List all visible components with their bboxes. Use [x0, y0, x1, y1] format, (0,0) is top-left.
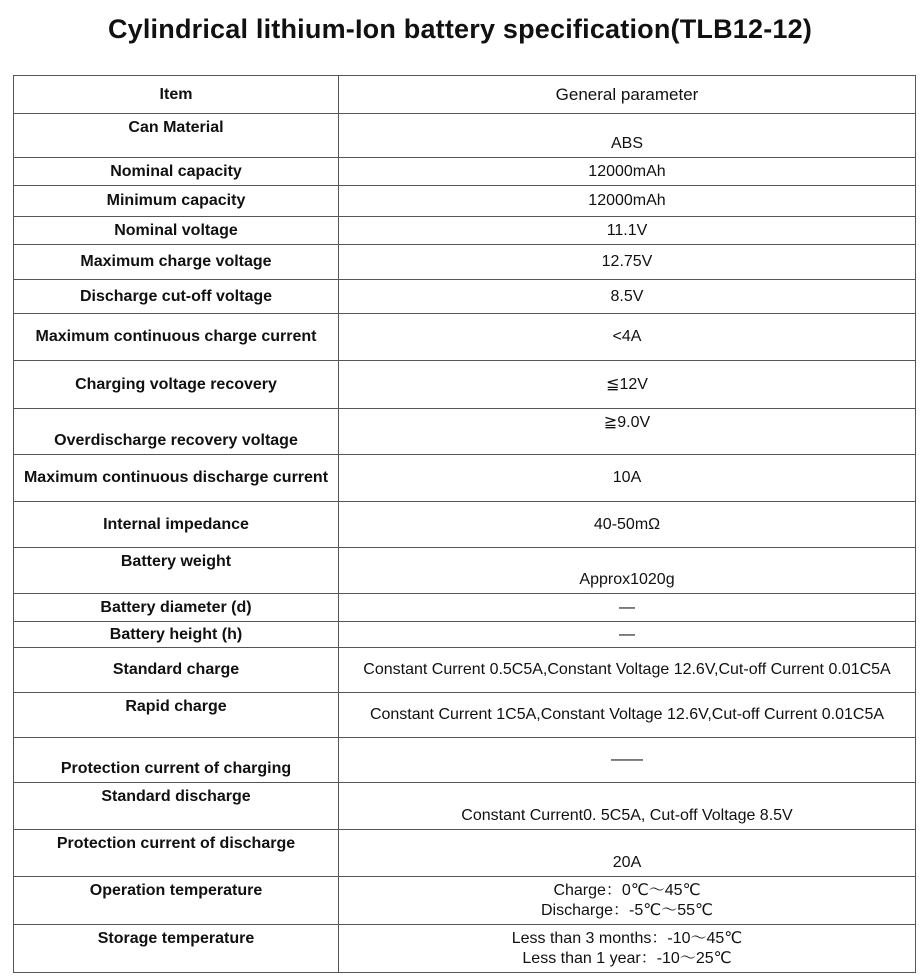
row-value [339, 877, 916, 925]
row-label: Maximum continuous discharge current [14, 455, 339, 502]
table-row [14, 502, 916, 548]
row-label: Maximum continuous charge current [14, 314, 339, 361]
table-row [14, 409, 916, 455]
row-label: Discharge cut-off voltage [14, 280, 339, 314]
row-value: 12000mAh [339, 186, 916, 217]
table-row [14, 158, 916, 186]
row-label: Charging voltage recovery [14, 361, 339, 409]
row-value: <4A [339, 314, 916, 361]
row-label: Protection current of charging [14, 738, 339, 783]
value-line: Less than 1 year：-10～25℃ [522, 949, 732, 967]
header-item: Item [14, 76, 339, 114]
table-row [14, 783, 916, 830]
table-row [14, 548, 916, 594]
row-value: 11.1V [339, 217, 916, 245]
table-row [14, 594, 916, 622]
row-value: —— [339, 738, 916, 783]
row-value: 40-50mΩ [339, 502, 916, 548]
page-title: Cylindrical lithium-Ion battery specification(TLB12-12) [107, 14, 813, 44]
row-label: Battery height (h) [14, 622, 339, 648]
row-label: Battery weight [14, 548, 339, 594]
row-label: Internal impedance [14, 502, 339, 548]
row-value: Constant Current 0.5C5A,Constant Voltage 12.6V,Cut-off Current 0.01C5A [339, 648, 916, 693]
spec-table [13, 75, 916, 973]
row-value: 12000mAh [339, 158, 916, 186]
row-value: ≧9.0V [339, 409, 916, 455]
table-row [14, 361, 916, 409]
value-line: Discharge：-5℃～55℃ [541, 901, 713, 919]
row-label: Protection current of discharge [14, 830, 339, 877]
table-header-row [14, 76, 916, 114]
table-row [14, 648, 916, 693]
table-row [14, 830, 916, 877]
row-value: ABS [339, 114, 916, 158]
table-row [14, 693, 916, 738]
header-param: General parameter [339, 76, 916, 114]
row-label: Minimum capacity [14, 186, 339, 217]
row-label: Battery diameter (d) [14, 594, 339, 622]
table-row [14, 622, 916, 648]
table-row [14, 280, 916, 314]
value-line: Charge：0℃～45℃ [553, 881, 701, 899]
value-line: Less than 3 months：-10～45℃ [511, 929, 743, 947]
table-row [14, 925, 916, 973]
table-row [14, 245, 916, 280]
row-value: Approx1020g [339, 548, 916, 594]
row-label: Maximum charge voltage [14, 245, 339, 280]
row-value: 12.75V [339, 245, 916, 280]
row-label: Operation temperature [14, 877, 339, 925]
row-value: Constant Current 1C5A,Constant Voltage 12.6V,Cut-off Current 0.01C5A [339, 693, 916, 738]
table-row [14, 186, 916, 217]
row-value [339, 925, 916, 973]
row-value: 8.5V [339, 280, 916, 314]
table-row [14, 877, 916, 925]
row-label: Nominal capacity [14, 158, 339, 186]
row-label: Standard charge [14, 648, 339, 693]
row-label: Nominal voltage [14, 217, 339, 245]
row-value: 10A [339, 455, 916, 502]
row-value: Constant Current0. 5C5A, Cut-off Voltage 8.5V [339, 783, 916, 830]
row-value: ≦12V [339, 361, 916, 409]
row-label: Overdischarge recovery voltage [14, 409, 339, 455]
row-label: Standard discharge [14, 783, 339, 830]
table-row [14, 314, 916, 361]
row-value: — [339, 622, 916, 648]
table-row [14, 217, 916, 245]
row-label: Can Material [14, 114, 339, 158]
row-label: Storage temperature [14, 925, 339, 973]
row-value: — [339, 594, 916, 622]
table-row [14, 738, 916, 783]
row-value: 20A [339, 830, 916, 877]
table-row [14, 114, 916, 158]
table-row [14, 455, 916, 502]
row-label: Rapid charge [14, 693, 339, 738]
